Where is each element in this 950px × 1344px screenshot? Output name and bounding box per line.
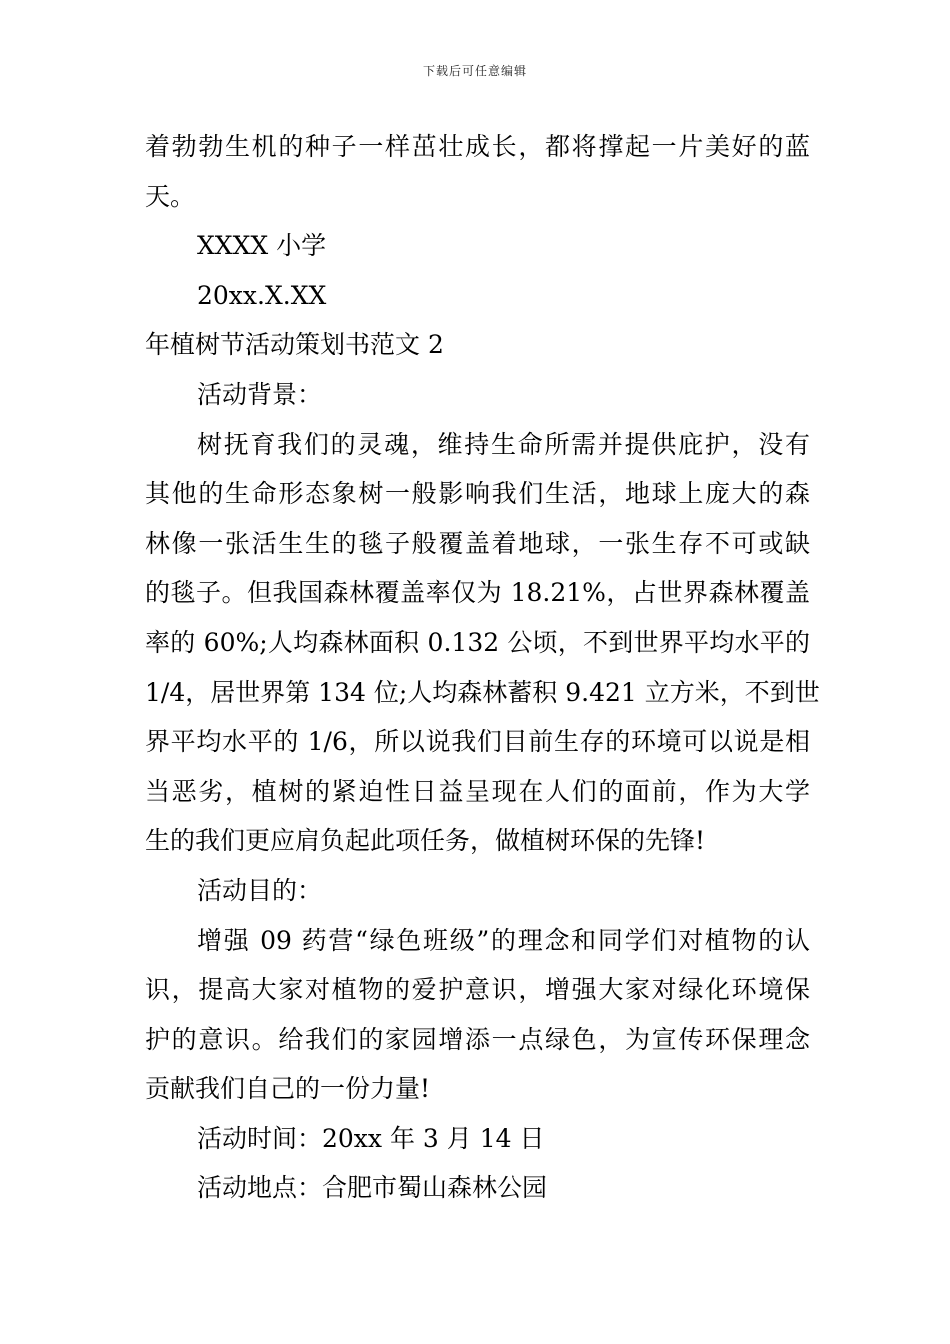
paragraph-line: 的毯子。但我国森林覆盖率仅为 18.21%，占世界森林覆盖 (145, 578, 810, 608)
page-header: 下载后可任意编辑 (422, 64, 527, 78)
paragraph-line: 界平均水平的 1/6，所以说我们目前生存的环境可以说是相 (145, 727, 810, 757)
signature-school: XXXX 小学 (197, 231, 327, 261)
signature-date: 20xx.X.XX (197, 280, 327, 310)
section-title: 年植树节活动策划书范文 2 (145, 330, 444, 360)
activity-location: 活动地点：合肥市蜀山森林公园 (197, 1173, 548, 1203)
paragraph-line: 生的我们更应肩负起此项任务，做植树环保的先锋! (145, 826, 706, 856)
subheading-background: 活动背景： (197, 379, 323, 409)
paragraph-line: 增强 09 药营“绿色班级”的理念和同学们对植物的认 (197, 925, 810, 955)
document-body (145, 122, 820, 1213)
paragraph-line: 其他的生命形态象树一般影响我们生活，地球上庞大的森 (145, 479, 810, 509)
paragraph-line: 林像一张活生生的毯子般覆盖着地球，一张生存不可或缺 (145, 528, 810, 558)
paragraph-line: 1/4，居世界第 134 位;人均森林蓄积 9.421 立方米，不到世 (145, 677, 820, 707)
paragraph-line: 贡献我们自己的一份力量! (145, 1074, 431, 1104)
subheading-purpose: 活动目的： (197, 875, 323, 905)
paragraph-line: 识，提高大家对植物的爱护意识，增强大家对绿化环境保 (145, 975, 810, 1005)
paragraph-line: 率的 60%;人均森林面积 0.132 公顷，不到世界平均水平的 (145, 627, 810, 657)
paragraph-line: 着勃勃生机的种子一样茁壮成长，都将撑起一片美好的蓝 (145, 132, 810, 161)
paragraph-line: 护的意识。给我们的家园增添一点绿色，为宣传环保理念 (145, 1024, 810, 1054)
paragraph-line: 树抚育我们的灵魂，维持生命所需并提供庇护，没有 (197, 429, 810, 459)
paragraph-line: 天。 (145, 181, 196, 211)
paragraph-line: 当恶劣，植树的紧迫性日益呈现在人们的面前，作为大学 (145, 776, 810, 806)
activity-time: 活动时间：20xx 年 3 月 14 日 (197, 1123, 545, 1153)
